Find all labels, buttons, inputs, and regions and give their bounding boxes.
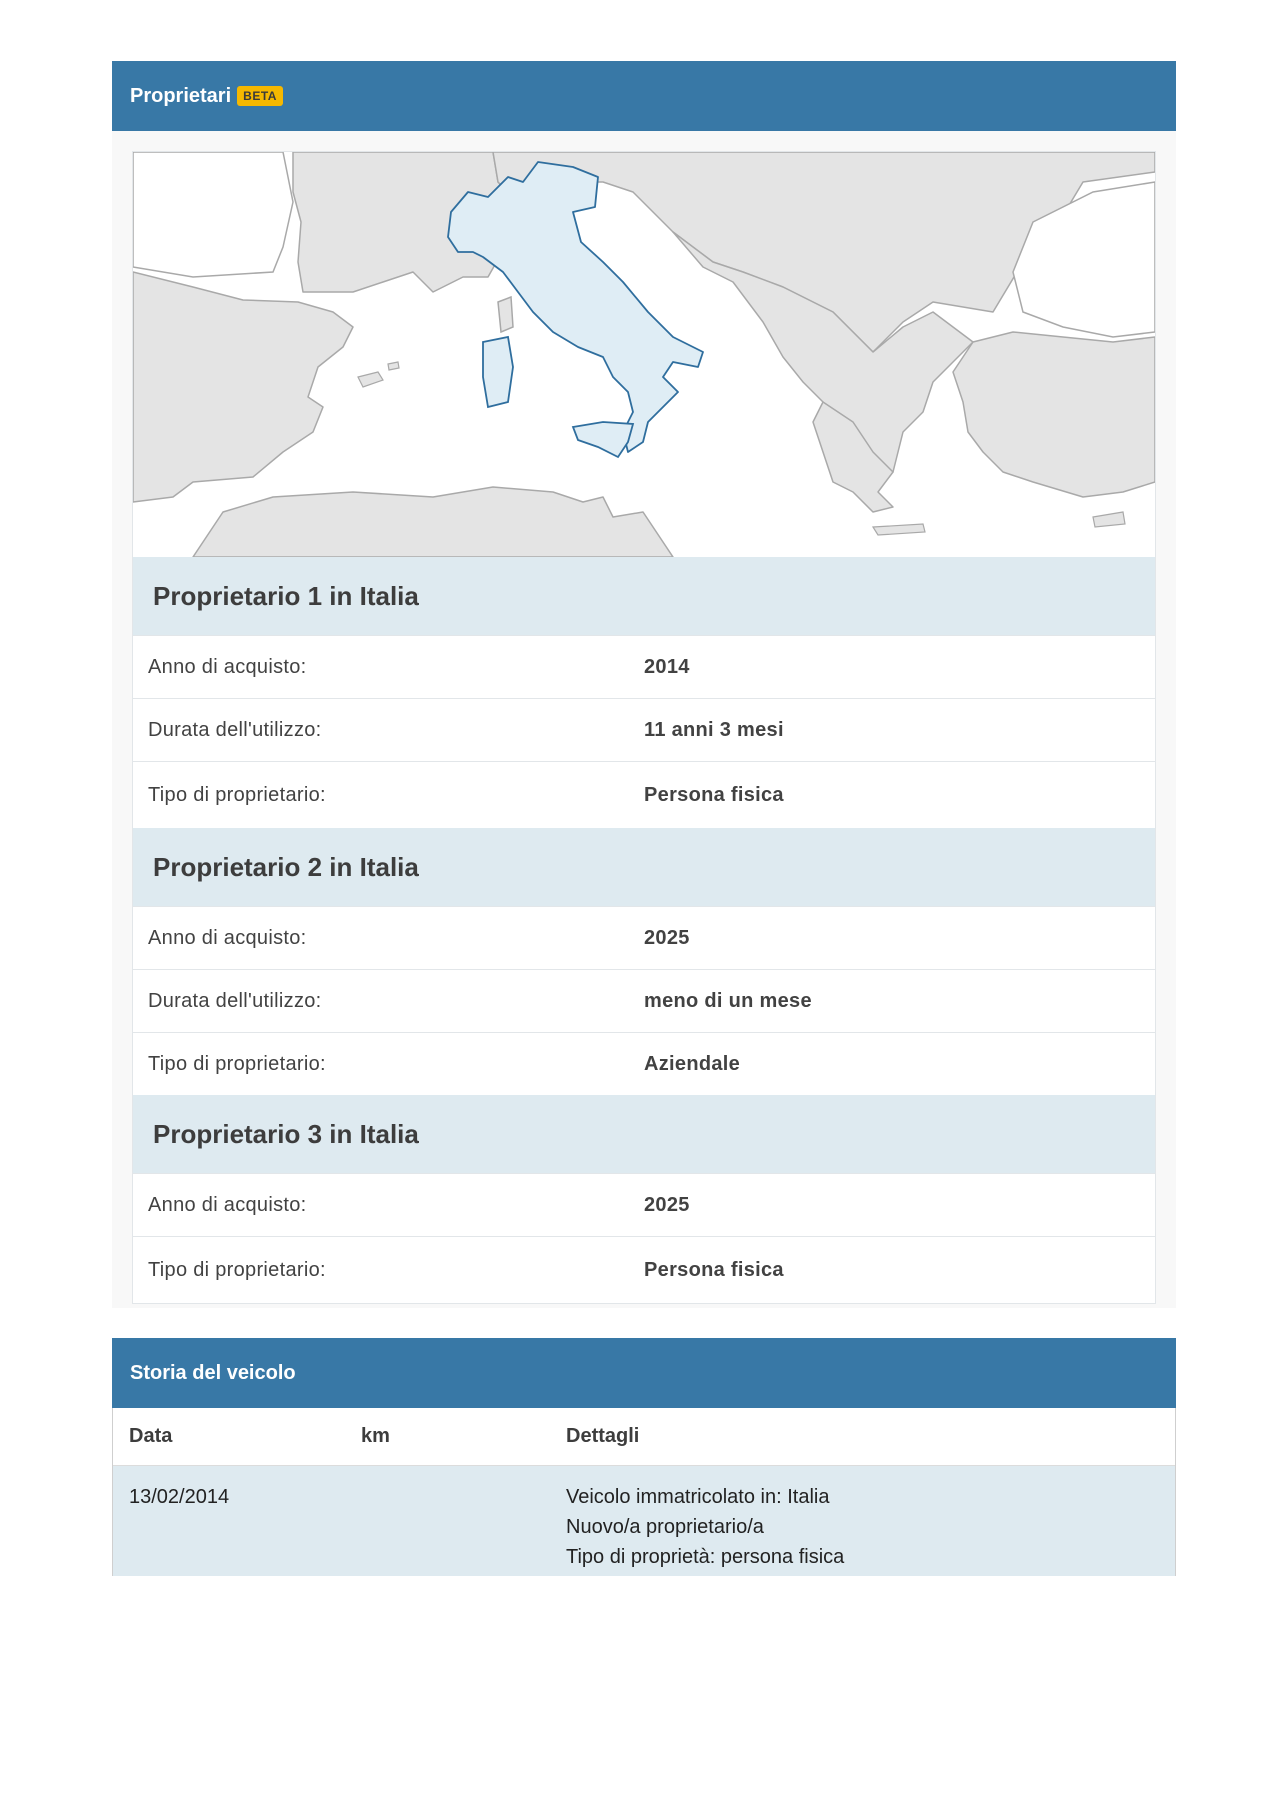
row-label: Anno di acquisto: [148,1193,307,1216]
row-label: Anno di acquisto: [148,926,307,949]
row-label: Anno di acquisto: [148,655,307,678]
history-table [112,1408,1176,1576]
owner-3-heading: Proprietario 3 in Italia [133,1095,1155,1173]
owners-body [112,131,1176,1308]
owner-1-row-owner-type [133,761,1155,828]
detail-line: Veicolo immatricolato in: Italia [566,1486,830,1508]
history-km [361,1466,566,1576]
detail-line: Nuovo/a proprietario/a [566,1516,764,1538]
owner-2-row-purchase-year [133,906,1155,969]
owner-1-row-purchase-year [133,635,1155,698]
row-value: Aziendale [644,1052,741,1075]
owners-title: Proprietari [130,84,232,107]
table-row [113,1466,1175,1576]
row-label: Tipo di proprietario: [148,1258,326,1281]
row-value: 11 anni 3 mesi [644,718,784,741]
row-label: Tipo di proprietario: [148,1052,326,1075]
owners-card [112,61,1176,1308]
col-header-date: Data [129,1425,173,1447]
detail-line: Tipo di proprietà: persona fisica [566,1546,845,1568]
row-value: 2025 [644,926,690,949]
owner-1-row-usage-duration [133,698,1155,761]
history-details [566,1466,1175,1576]
owner-1-heading: Proprietario 1 in Italia [133,557,1155,635]
owners-map[interactable] [133,152,1155,557]
history-date: 13/02/2014 [129,1486,230,1508]
map-svg [133,152,1155,557]
row-value: meno di un mese [644,989,812,1012]
history-table-header [113,1408,1175,1466]
owner-2-row-owner-type [133,1032,1155,1095]
history-card [112,1338,1176,1576]
row-label: Durata dell'utilizzo: [148,989,322,1012]
beta-badge: BETA [237,86,283,106]
row-value: 2014 [644,655,690,678]
row-value: Persona fisica [644,783,784,806]
col-header-details: Dettagli [566,1425,640,1447]
history-title: Storia del veicolo [130,1361,296,1384]
owner-3-row-owner-type [133,1236,1155,1303]
row-label: Durata dell'utilizzo: [148,718,322,741]
col-header-km: km [361,1425,390,1447]
owner-3-row-purchase-year [133,1173,1155,1236]
history-header [112,1338,1176,1408]
owner-2-row-usage-duration [133,969,1155,1032]
owners-header [112,61,1176,131]
row-value: 2025 [644,1193,690,1216]
row-label: Tipo di proprietario: [148,783,326,806]
row-value: Persona fisica [644,1258,784,1281]
owner-2-heading: Proprietario 2 in Italia [133,828,1155,906]
owners-inner [132,151,1156,1304]
